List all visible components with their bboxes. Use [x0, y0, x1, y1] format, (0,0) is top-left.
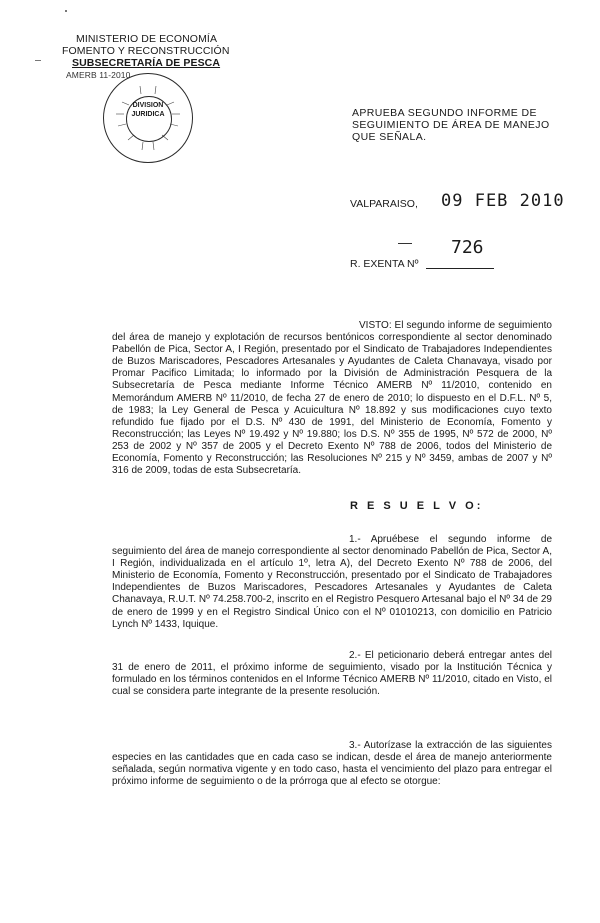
stamp-line-2: JURIDICA: [131, 111, 165, 118]
visto-paragraph: VISTO: El segundo informe de seguimiento del área de manejo y explotación de recursos bentónicos correspondiente al sector denominado Pabellón de Pica, Sector A, I Región, presentado por el Sindicato de Trabajadores Independientes de Buzos Mariscadores, Pescadores Artesanales y Ayudantes de Caleta Chanavaya, visado por Promar Pacifico Limitada; lo informado por la División de Administración Pesquera de la Subsecretaría de Pesca mediante Informe Técnico AMERB Nº 11/2010, contenido en Memorándum AMERB Nº 11/2010, de fecha 27 de enero de 2010; lo dispuesto en el D.F.L. Nº 5, de 1983; la Ley General de Pesca y Acuicultura Nº 18.892 y sus modificaciones cuyo texto refundido fue fijado por el D.S. Nº 430 de 1991, del Ministerio de Economía, Fomento y Reconstrucción; las Leyes Nº 19.492 y Nº 19.880; los D.S. Nº 355 de 1995, Nº 572 de 2000, Nº 253 de 2002 y Nº 357 de 2005 y el Decreto Exento Nº 788 de 2006, todos del Ministerio de Economía, Fomento y Reconstrucción; las Resoluciones Nº 215 y Nº 3459, ambas de 2007 y Nº 316 de 2009, todas de esta Subsecretaría.: [112, 320, 552, 477]
resolution-item-3: 3.- Autorízase la extracción de las siguientes especies en las cantidades que en cada caso se indican, desde el área de manejo anteriormente señalada, según normativa vigente y en todo caso, hasta el vencimiento del plazo para entregar el próximo informe de seguimiento o de la prórroga que al efecto se otorgue:: [112, 740, 552, 788]
stamp-line-1: DIVISION: [132, 102, 164, 109]
ministry-name: MINISTERIO DE ECONOMÍA: [76, 33, 218, 45]
resolution-number: 726: [451, 237, 484, 258]
resuelvo-heading: R E S U E L V O:: [350, 500, 484, 512]
document-title: APRUEBA SEGUNDO INFORME DE SEGUIMIENTO DE ÁREA DE MANEJO QUE SEÑALA.: [352, 107, 550, 143]
ministry-subtitle: FOMENTO Y RECONSTRUCCIÓN: [62, 45, 230, 57]
division-juridica-stamp: [103, 73, 193, 163]
resolution-item-1: 1.- Apruébese el segundo informe de seguimiento del área de manejo correspondiente al sector denominado Pabellón de Pica, Sector A, I Región, individualizada en el artículo 1º, letra A), del Decreto Exento Nº 788 de 2006, del Ministerio de Economía, Fomento y Reconstrucción, presentado por el Sindicato de Trabajadores Independientes de Buzos Mariscadores, Pescadores Artesanales y Ayudantes de Caleta Chanavaya, R.U.T. Nº 74.258.700-2, inscrito en el Registro Pesquero Artesanal bajo el Nº 34 de 29 de enero de 1999 y en el Registro Sindical Único con el Nº 01010213, con domicilio en Patricio Lynch Nº 1433, Iquique.: [112, 534, 552, 630]
subsecretaria-name: SUBSECRETARÍA DE PESCA: [72, 57, 221, 69]
resolution-underline: [426, 268, 494, 269]
scan-mark: [65, 10, 67, 12]
scan-mark: [35, 60, 41, 61]
place-label: VALPARAISO,: [350, 198, 418, 210]
scan-mark: [398, 243, 412, 244]
date-stamp: 09 FEB 2010: [441, 191, 565, 211]
resolution-label: R. EXENTA Nº: [350, 258, 419, 270]
reference-code: AMERB 11-2010: [66, 70, 131, 80]
stamp-center-text: [104, 101, 192, 119]
resolution-item-2: 2.- El peticionario deberá entregar antes del 31 de enero de 2011, el próximo informe de seguimiento, visado por la Institución Técnica y formulado en los términos contenidos en el Informe Técnico AMERB Nº 11/2010, citado en Visto, el cual se considera parte integrante de la presente resolución.: [112, 650, 552, 698]
